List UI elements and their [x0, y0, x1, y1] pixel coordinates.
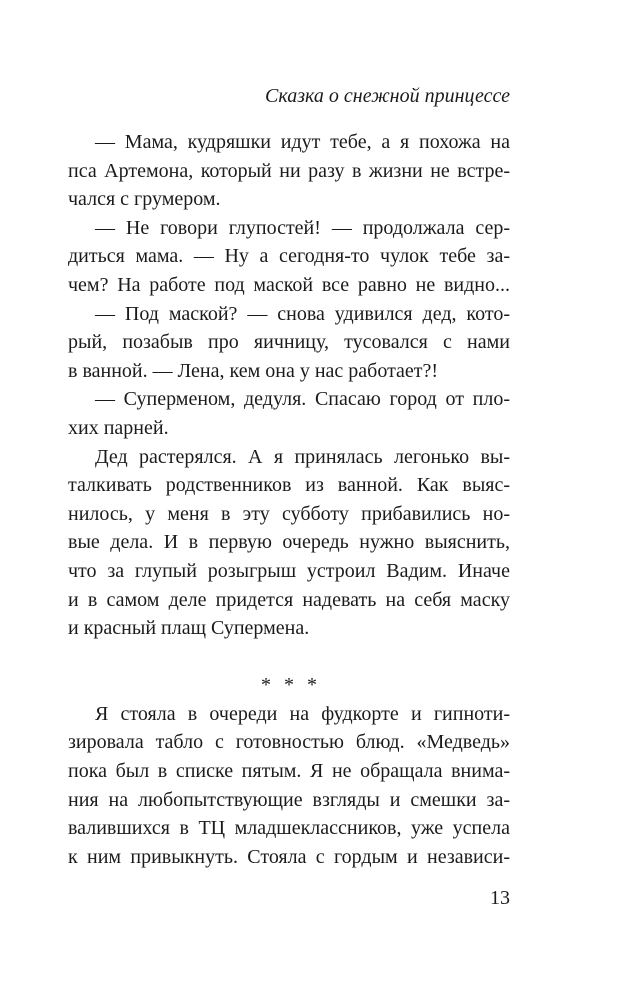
page-number: 13	[490, 887, 510, 909]
paragraph	[68, 214, 510, 300]
text-line: Я стояла в очереди на фудкорте и гипноти-	[95, 702, 510, 725]
text-line: — Под маской? — снова удивился дед, кото-	[95, 302, 510, 325]
text-line: валившихся в ТЦ младшеклассников, уже успела	[68, 817, 510, 840]
text-line: пока был в списке пятым. Я не обращала внима-	[68, 760, 510, 783]
paragraph	[68, 300, 510, 386]
text-line: хих парней.	[68, 416, 169, 439]
paragraph	[68, 385, 510, 442]
text-line: ния на любопытствующие взгляды и смешки за-	[68, 788, 510, 811]
text-line: чем? На работе под маской все равно не видно...	[68, 273, 510, 296]
text-line: и красный плащ Супермена.	[68, 617, 310, 640]
text-line: — Суперменом, дедуля. Спасаю город от пло-	[95, 388, 510, 411]
text-line: — Не говори глупостей! — продолжала сер-	[95, 216, 510, 239]
text-line: в ванной. — Лена, кем она у нас работает?!	[68, 359, 439, 382]
text-line: рый, позабыв про яичницу, тусовался с нами	[68, 331, 510, 354]
text-line: Дед растерялся. А я принялась легонько вы-	[95, 445, 510, 468]
paragraph	[68, 128, 510, 214]
text-line: чался с грумером.	[68, 188, 221, 211]
text-line: что за глупый розыгрыш устроил Вадим. Иначе	[68, 559, 510, 582]
text-line: и в самом деле придется надевать на себя маску	[68, 588, 510, 611]
running-head: Сказка о снежной принцессе	[265, 85, 510, 107]
text-line: нилось, у меня в эту субботу прибавились но-	[68, 502, 510, 525]
section-separator: * * *	[261, 674, 317, 697]
paragraph	[68, 443, 510, 643]
text-line: — Мама, кудряшки идут тебе, а я похожа на	[95, 131, 510, 153]
body-text	[68, 128, 510, 871]
text-line: диться мама. — Ну а сегодня-то чулок тебе за-	[68, 245, 510, 268]
text-line: вые дела. И в первую очередь нужно выяснить,	[68, 531, 510, 554]
text-line: талкивать родственников из ванной. Как выяс-	[68, 474, 510, 497]
text-line: пса Артемона, который ни разу в жизни не встре-	[68, 159, 510, 182]
paragraph	[68, 700, 510, 872]
text-line: зировала табло с готовностью блюд. «Медведь»	[68, 731, 510, 754]
text-line: к ним привыкнуть. Стояла с гордым и независи-	[68, 845, 510, 868]
